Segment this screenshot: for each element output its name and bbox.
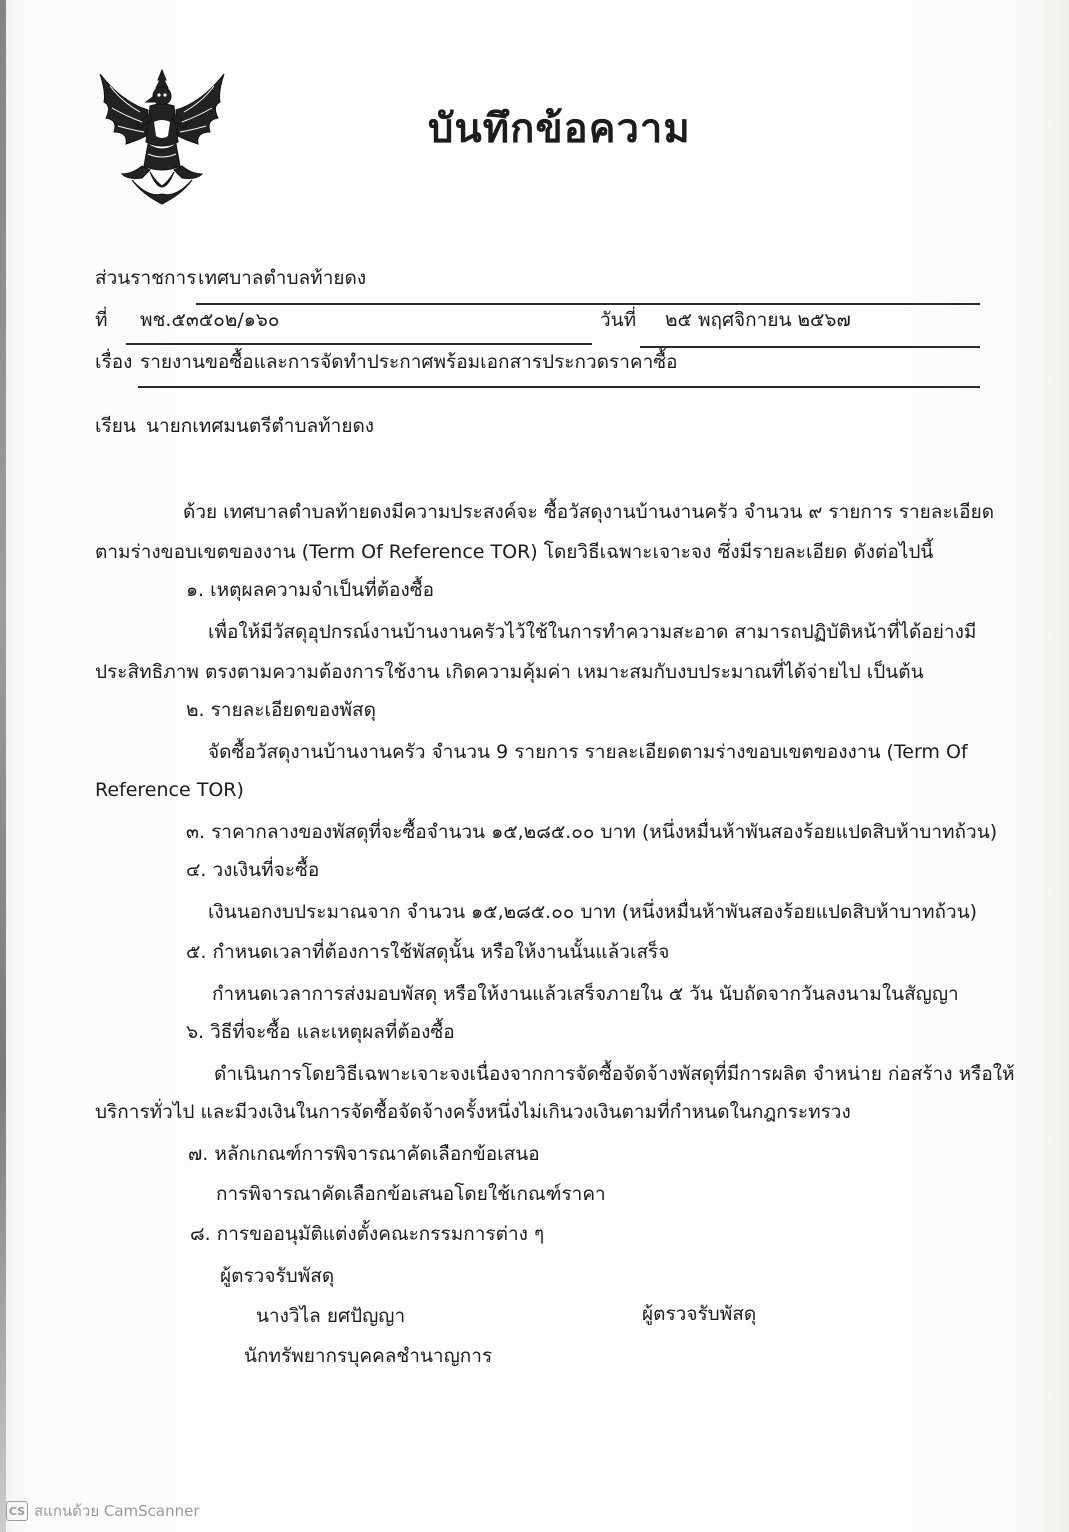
date-label: วันที่	[600, 309, 637, 331]
section-4-heading: ๔. วงเงินที่จะซื้อ	[186, 859, 320, 881]
ref-label: ที่	[95, 309, 108, 331]
inspector-position: นักทรัพยากรบุคคลชำนาญการ	[244, 1345, 493, 1367]
subject-value: รายงานขอซื้อและการจัดทำประกาศพร้อมเอกสารประกวดราคาซื้อ	[140, 351, 678, 373]
agency-value: เทศบาลตำบลท้ายดง	[198, 267, 367, 289]
section-4-line-1: เงินนอกงบประมาณจาก จำนวน ๑๕,๒๘๕.๐๐ บาท (หนึ่งหมื่นห้าพันสองร้อยแปดสิบห้าบาทถ้วน)	[208, 901, 978, 923]
section-5-line-1: กำหนดเวลาการส่งมอบพัสดุ หรือให้งานแล้วเสร็จภายใน ๕ วัน นับถัดจากวันลงนามในสัญญา	[212, 983, 959, 1005]
memo-title: บันทึกข้อความ	[428, 106, 691, 152]
scan-edge-shadow	[0, 0, 6, 1532]
section-7-line-1: การพิจารณาคัดเลือกข้อเสนอโดยใช้เกณฑ์ราคา	[216, 1183, 606, 1205]
intro-line-2: ตามร่างขอบเขตของงาน (Term Of Reference TOR) โดยวิธีเฉพาะเจาะจง ซึ่งมีรายละเอียด ดังต่อไปนี้	[95, 541, 934, 563]
intro-line-1: ด้วย เทศบาลตำบลท้ายดงมีความประสงค์จะ ซื้อวัสดุงานบ้านงานครัว จำนวน ๙ รายการ รายละเอียด	[183, 501, 995, 523]
section-1-line-1: เพื่อให้มีวัสดุอุปกรณ์งานบ้านงานครัวไว้ใช้ในการทำความสะอาด สามารถปฏิบัติหน้าที่ได้อย่างมี	[208, 621, 977, 643]
agency-label: ส่วนราชการ	[95, 267, 197, 289]
date-value: ๒๕ พฤศจิกายน ๒๕๖๗	[665, 309, 851, 331]
to-label: เรียน	[95, 415, 136, 437]
ref-value: พช.๕๓๕๐๒/๑๖๐	[140, 309, 280, 331]
section-1-heading: ๑. เหตุผลความจำเป็นที่ต้องซื้อ	[186, 579, 435, 601]
camscanner-watermark	[6, 1500, 200, 1522]
inspector-name: นางวิไล ยศปัญญา	[256, 1305, 406, 1327]
subject-label: เรื่อง	[95, 351, 133, 373]
subject-rule	[138, 386, 980, 388]
date-rule	[640, 346, 980, 348]
section-8-subheading: ผู้ตรวจรับพัสดุ	[220, 1265, 335, 1287]
section-6-line-1: ดำเนินการโดยวิธีเฉพาะเจาะจงเนื่องจากการจัดซื้อจัดจ้างพัสดุที่มีการผลิต จำหน่าย ก่อสร้าง หรือให้	[214, 1063, 1015, 1085]
inspector-role: ผู้ตรวจรับพัสดุ	[642, 1303, 757, 1325]
agency-rule	[196, 303, 980, 305]
ref-rule	[126, 343, 592, 345]
section-6-line-2: บริการทั่วไป และมีวงเงินในการจัดซื้อจัดจ้างครั้งหนึ่งไม่เกินวงเงินตามที่กำหนดในกฎกระทรวง	[95, 1101, 851, 1123]
camscanner-text: สแกนด้วย CamScanner	[34, 1502, 200, 1520]
to-value: นายกเทศมนตรีตำบลท้ายดง	[146, 415, 375, 437]
section-5-heading: ๕. กำหนดเวลาที่ต้องการใช้พัสดุนั้น หรือให้งานนั้นแล้วเสร็จ	[186, 941, 670, 963]
section-6-heading: ๖. วิธีที่จะซื้อ และเหตุผลที่ต้องซื้อ	[186, 1021, 455, 1043]
section-1-line-2: ประสิทธิภาพ ตรงตามความต้องการใช้งาน เกิดความคุ้มค่า เหมาะสมกับงบประมาณที่ได้จ่ายไป เป็นต้น	[95, 661, 924, 683]
section-8-heading: ๘. การขออนุมัติแต่งตั้งคณะกรรมการต่าง ๆ	[190, 1223, 545, 1245]
section-2-line-1: จัดซื้อวัสดุงานบ้านงานครัว จำนวน 9 รายการ รายละเอียดตามร่างขอบเขตของงาน (Term Of	[208, 741, 968, 763]
section-2-line-2: Reference TOR)	[95, 779, 244, 801]
garuda-emblem-icon	[92, 62, 232, 212]
camscanner-logo-icon: CS	[6, 1501, 28, 1521]
section-7-heading: ๗. หลักเกณฑ์การพิจารณาคัดเลือกข้อเสนอ	[188, 1143, 540, 1165]
section-3-line: ๓. ราคากลางของพัสดุที่จะซื้อจำนวน ๑๕,๒๘๕.๐๐ บาท (หนึ่งหมื่นห้าพันสองร้อยแปดสิบห้าบาทถ้วน)	[186, 821, 998, 843]
section-2-heading: ๒. รายละเอียดของพัสดุ	[186, 699, 376, 721]
